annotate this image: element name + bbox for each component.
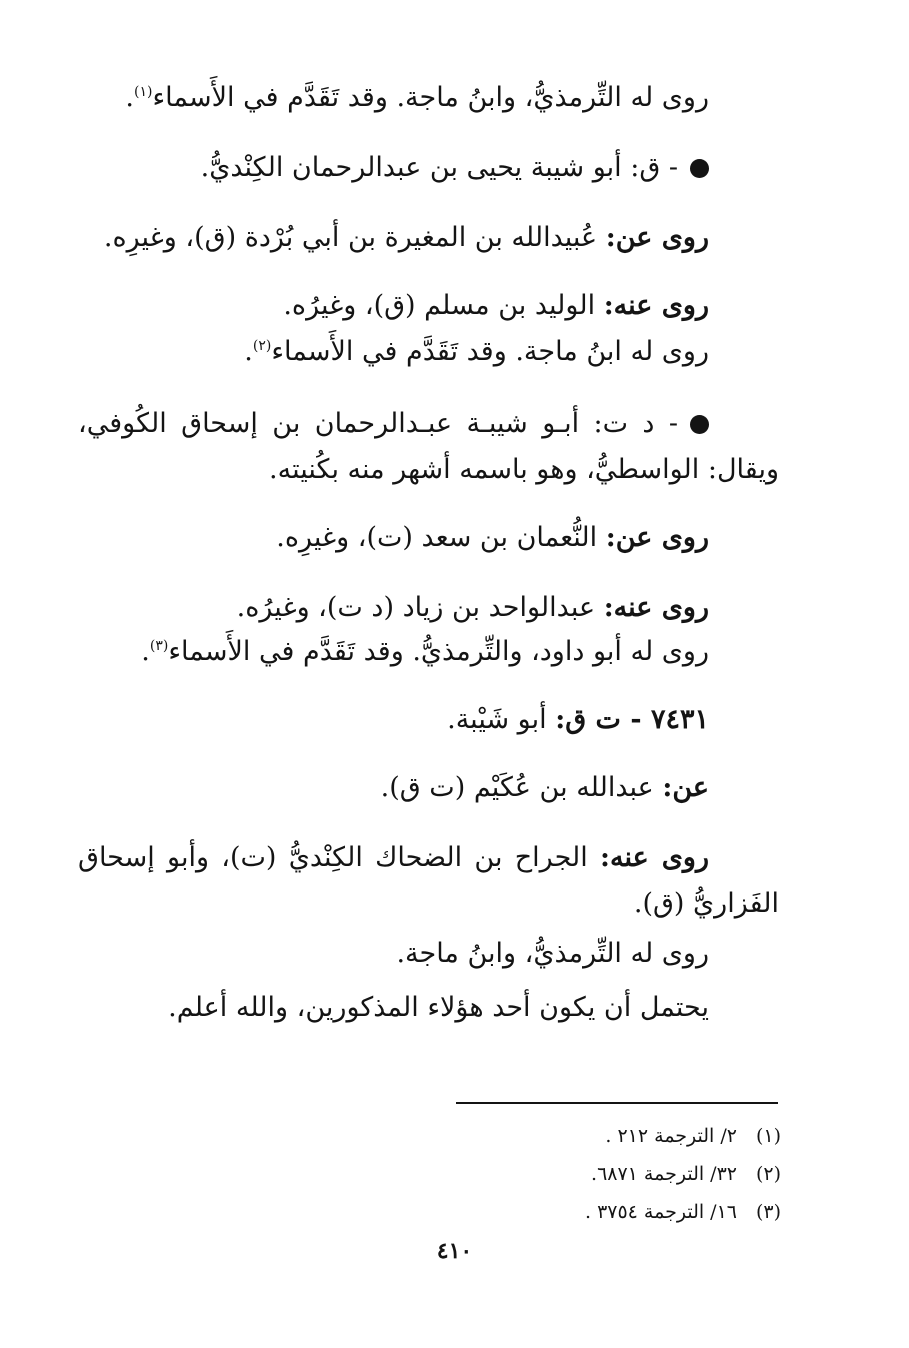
footnote-number: (٣) [755,1201,781,1223]
footnote-ref[interactable]: (٢) [252,338,272,354]
narrated-by-line: روى عنه: الجراح بن الضحاك الكِنْديُّ (ت)، وأبو إسحاق [78,842,710,873]
footnote: (١)٢/ الترجمة ٢١٢ . [605,1122,781,1150]
footnote: (٣)١٦/ الترجمة ٣٧٥٤ . [585,1198,781,1226]
footnote-number: (٢) [755,1163,781,1185]
entry-heading: - ق: أبو شيبة يحيى بن عبدالرحمان الكِنْديُّ. [201,148,709,188]
label: روى عن: [605,222,709,253]
text-line: روى له التِّرمذيُّ، وابنُ ماجة. وقد تَقَدَّم في الأَسماء$^{(١)}$. [125,82,709,113]
entry-number: ٧٤٣١ - ت ق: [555,704,709,735]
text-line: روى له أبو داود، والتِّرمذيُّ. وقد تَقَدَّم في الأَسماء$^{(٣)}$. [141,636,709,667]
page-number: ٤١٠ [436,1238,473,1264]
narrated-from-line: روى عن: عُبيدالله بن المغيرة بن أبي بُرْدة (ق)، وغيرِه. [103,222,709,253]
footnote: (٢)٣٢/ الترجمة ٦٨٧١. [591,1160,781,1188]
narrated-from-line: عن: عبدالله بن عُكَيْم (ت ق). [380,772,709,803]
bullet-icon [690,415,709,434]
footnote-divider [456,1102,778,1104]
bullet-icon [690,159,709,178]
text-line: روى له التِّرمذيُّ، وابنُ ماجة. [396,938,709,969]
footnote-ref[interactable]: (١) [134,84,153,100]
label: عن: [662,772,709,803]
text-line: روى له ابنُ ماجة. وقد تَقَدَّم في الأَسماء$^{(٢)}$. [244,336,709,367]
narrated-by-line: روى عنه: الوليد بن مسلم (ق)، وغيرُه. [283,290,709,321]
entry-heading: ٧٤٣١ - ت ق: أبو شَيْبة. [447,704,709,735]
label: روى عنه: [600,842,710,873]
text-line: يحتمل أن يكون أحد هؤلاء المذكورين، والله أعلم. [168,992,709,1023]
text-line: الفَزاريُّ (ق). [633,888,779,919]
footnote-ref[interactable]: (٣) [149,638,169,654]
footnote-number: (١) [755,1125,781,1147]
narrated-from-line: روى عن: النُّعمان بن سعد (ت)، وغيرِه. [276,522,709,553]
narrated-by-line: روى عنه: عبدالواحد بن زياد (د ت)، وغيرُه. [236,592,709,623]
label: روى عنه: [603,592,709,623]
entry-heading: - د ت: أبـو شيبـة عبـدالرحمان بن إسحاق الكُوفي، [78,404,709,444]
label: روى عن: [605,522,709,553]
text-line: ويقال: الواسطيُّ، وهو باسمه أشهر منه بكُنيته. [269,454,779,485]
label: روى عنه: [603,290,709,321]
